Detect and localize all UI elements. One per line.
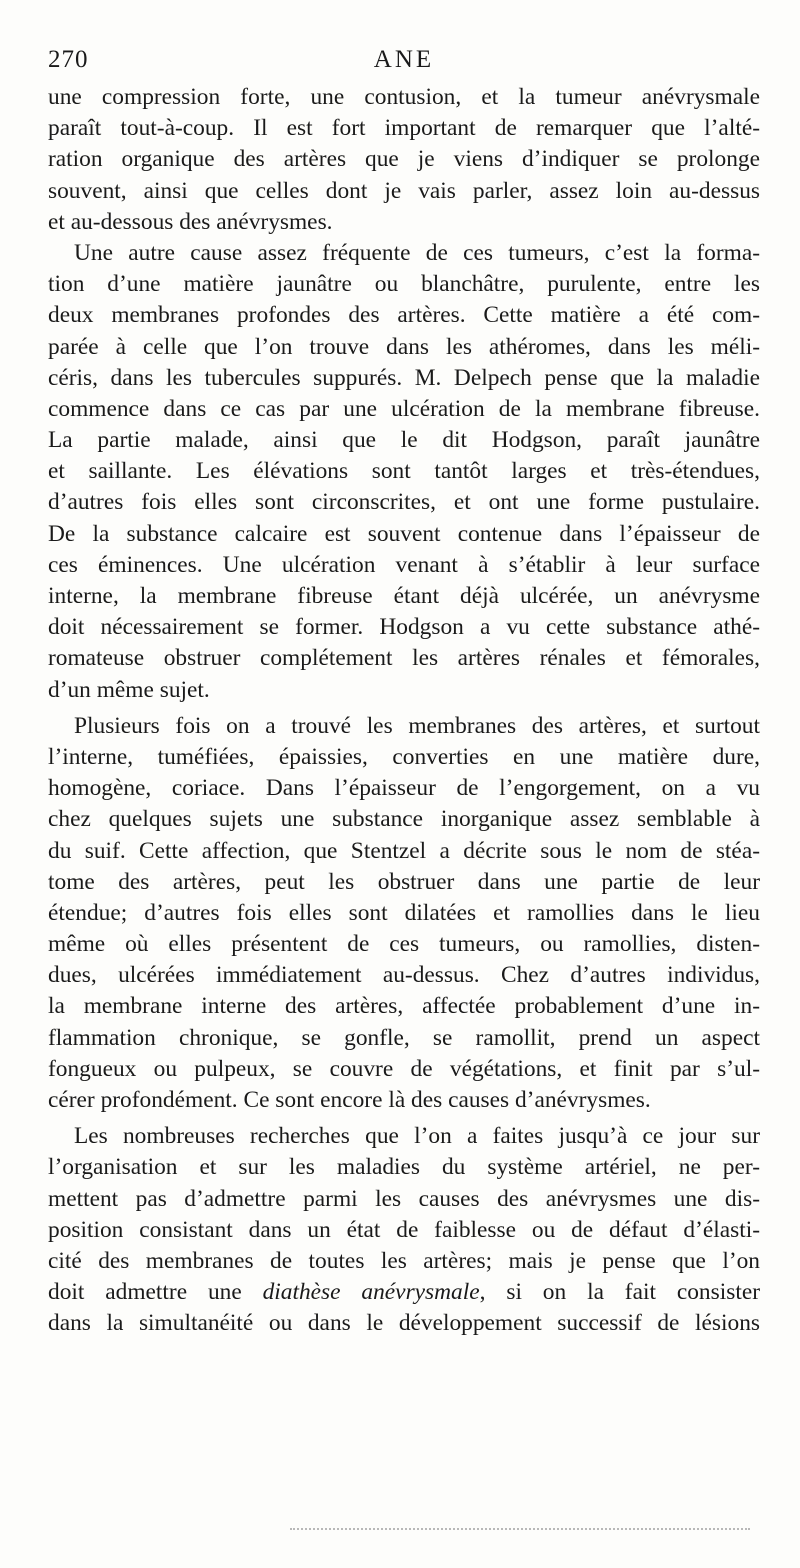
text-line: ces éminences. Une ulcération venant à s’établir à leur surface xyxy=(48,551,760,578)
text-line: Une autre cause assez fréquente de ces tumeurs, c’est la forma- xyxy=(74,239,760,266)
text-line: flammation chronique, se gonfle, se ramollit, prend un aspect xyxy=(48,1024,760,1051)
text-line: chez quelques sujets une substance inorganique assez semblable à xyxy=(48,806,760,833)
text-line: position consistant dans un état de faiblesse ou de défaut d’élasti- xyxy=(48,1216,760,1243)
text-line: souvent, ainsi que celles dont je vais parler, assez loin au-dessus xyxy=(48,177,760,204)
text-line: ration organique des artères que je viens d’indiquer se prolonge xyxy=(48,146,760,173)
body-text xyxy=(48,82,760,1340)
text-line: parée à celle que l’on trouve dans les athéromes, dans les méli- xyxy=(48,333,760,360)
text-line: doit nécessairement se former. Hodgson a vu cette substance athé- xyxy=(48,614,760,641)
text-line: cité des membranes de toutes les artères; mais je pense que l’on xyxy=(48,1247,760,1274)
paragraph xyxy=(48,711,760,1116)
text-line: céris, dans les tubercules suppurés. M. Delpech pense que la maladie xyxy=(48,364,760,391)
text-line: la membrane interne des artères, affectée probablement d’une in- xyxy=(48,993,760,1020)
text-run: , si on la fait consister xyxy=(479,1279,760,1306)
text-line: d’un même sujet. xyxy=(48,676,210,703)
text-line: Plusieurs fois on a trouvé les membranes des artères, et surtout xyxy=(74,712,760,739)
running-head-title: ANE xyxy=(373,46,435,73)
text-line: une compression forte, une contusion, et la tumeur anévrysmale xyxy=(48,84,760,110)
text-line: La partie malade, ainsi que le dit Hodgson, paraît jaunâtre xyxy=(48,427,760,454)
text-line: et au-dessous des anévrysmes. xyxy=(48,208,333,235)
text-line: du suif. Cette affection, que Stentzel a décrite sous le nom de stéa- xyxy=(48,837,760,864)
text-line: l’organisation et sur les maladies du système artériel, ne per- xyxy=(48,1154,760,1181)
text-line: mettent pas d’admettre parmi les causes des anévrysmes une dis- xyxy=(48,1185,760,1212)
text-line: tion d’une matière jaunâtre ou blanchâtre, purulente, entre les xyxy=(48,271,760,298)
text-line: homogène, coriace. Dans l’épaisseur de l’engorgement, on a vu xyxy=(48,775,760,802)
text-line: fongueux ou pulpeux, se couvre de végétations, et finit par s’ul- xyxy=(48,1055,760,1082)
text-line: dans la simultanéité ou dans le développement successif de lésions xyxy=(48,1310,760,1337)
text-line: cérer profondément. Ce sont encore là des causes d’anévrysmes. xyxy=(48,1087,651,1113)
text-line: l’interne, tuméfiées, épaissies, converties en une matière dure, xyxy=(48,743,760,770)
page-number: 270 xyxy=(48,46,89,73)
faint-bottom-rule xyxy=(290,1528,750,1530)
text-run: doit admettre une xyxy=(48,1279,263,1306)
text-line: romateuse obstruer complétement les artères rénales et fémorales, xyxy=(48,645,760,672)
text-line-with-italic xyxy=(48,1277,760,1308)
text-line: paraît tout-à-coup. Il est fort important de remarquer que l’alté- xyxy=(48,115,760,142)
text-line: d’autres fois elles sont circonscrites, et ont une forme pustulaire. xyxy=(48,489,760,516)
paragraph xyxy=(48,1121,760,1339)
text-line: De la substance calcaire est souvent contenue dans l’épaisseur de xyxy=(48,520,760,547)
italic-term: diathèse anévrysmale xyxy=(262,1279,480,1306)
text-line: commence dans ce cas par une ulcération de la membrane fibreuse. xyxy=(48,395,760,422)
text-line: dues, ulcérées immédiatement au-dessus. Chez d’autres individus, xyxy=(48,962,760,989)
text-line: interne, la membrane fibreuse étant déjà ulcérée, un anévrysme xyxy=(48,583,760,609)
text-line: Les nombreuses recherches que l’on a faites jusqu’à ce jour sur xyxy=(74,1123,760,1150)
paragraph xyxy=(48,82,760,238)
text-line: étendue; d’autres fois elles sont dilatées et ramollies dans le lieu xyxy=(48,899,760,926)
text-line: même où elles présentent de ces tumeurs, ou ramollies, disten- xyxy=(48,931,760,958)
running-head xyxy=(48,46,760,80)
text-line: tome des artères, peut les obstruer dans une partie de leur xyxy=(48,868,760,895)
paragraph xyxy=(48,238,760,706)
text-line: et saillante. Les élévations sont tantôt larges et très-étendues, xyxy=(48,458,760,485)
text-line: deux membranes profondes des artères. Cette matière a été com- xyxy=(48,302,760,329)
